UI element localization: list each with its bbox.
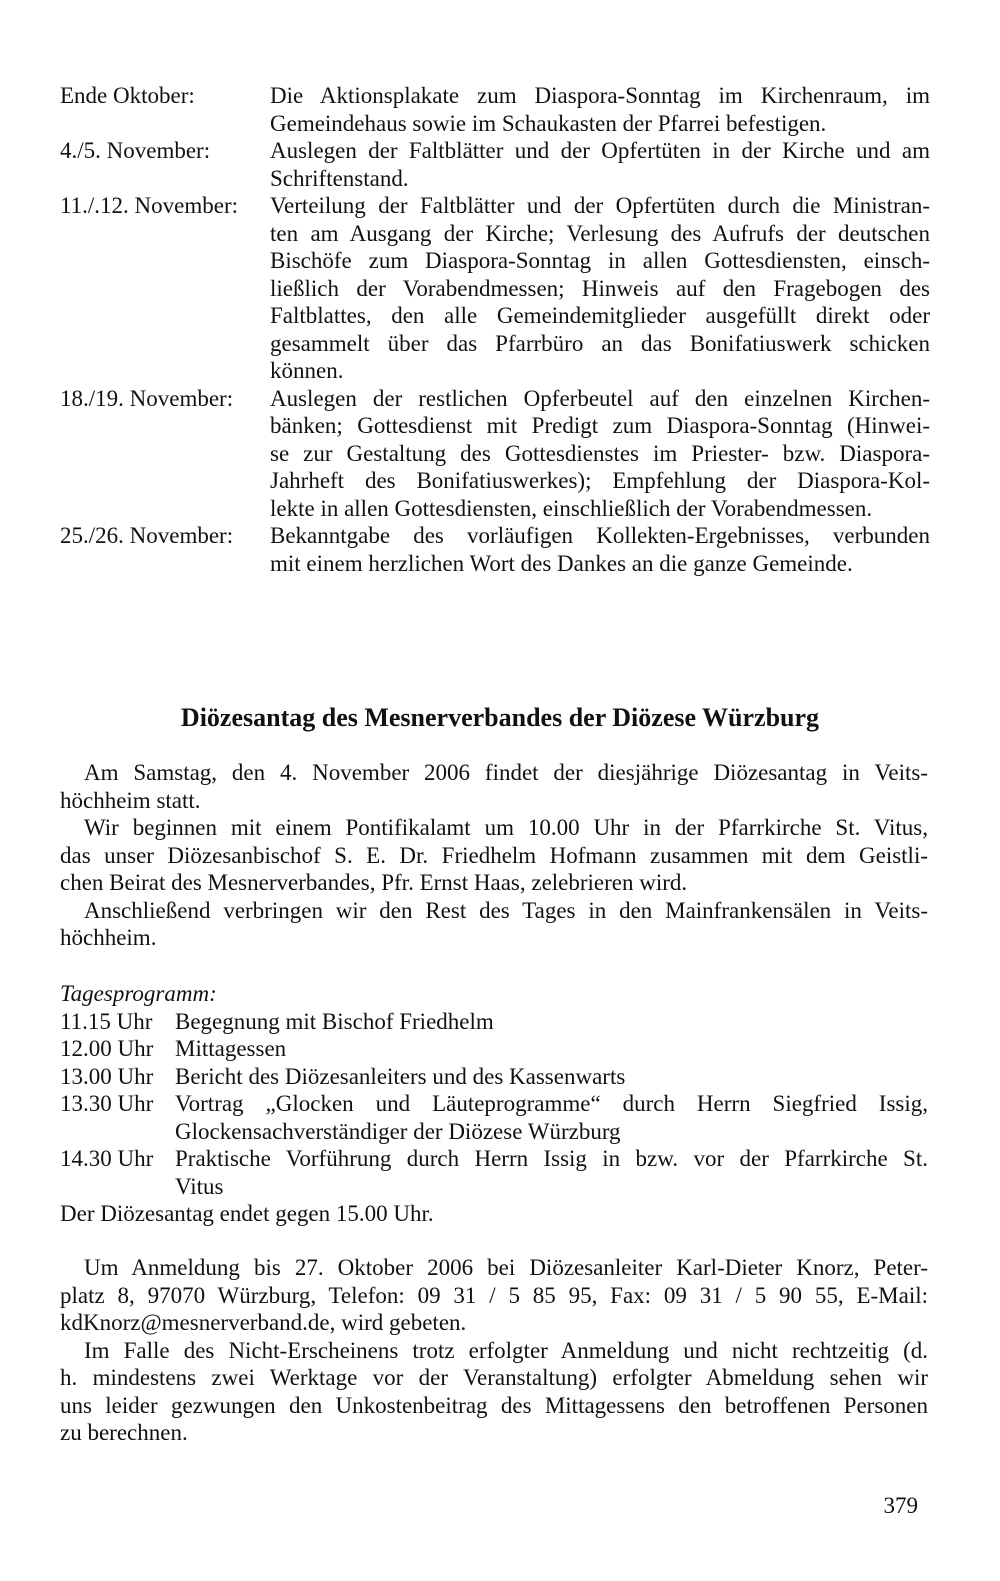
schedule-row [60,385,940,523]
intro-text [60,759,928,952]
text-line: Am Samstag, den 4. November 2006 findet der diesjährige Diözesantag in Veits- [84,760,928,785]
text-line: kdKnorz@mesnerverband.de, wird gebeten. [60,1310,467,1335]
program-text [175,1008,928,1036]
schedule-text [270,192,930,385]
text-line: chen Beirat des Mesnerverbandes, Pfr. Ernst Haas, zelebrieren wird. [60,870,688,895]
schedule-date: 4./5. November: [60,138,211,163]
text-line: Auslegen der restlichen Opferbeutel auf den einzelnen Kirchen- [270,385,930,411]
paragraph [60,897,928,952]
text-line: Im Falle des Nicht-Erscheinens trotz erfolgter Anmeldung und nicht rechtzeitig (d. [84,1337,928,1363]
text-line: h. mindestens zwei Werktage vor der Veranstaltung) erfolgter Abmeldung sehen wir [60,1365,928,1390]
program-time: 14.30 Uhr [60,1146,154,1171]
text-line: gesammelt über das Pfarrbüro an das Bonifatiuswerk schicken [270,330,930,356]
text-line: Anschließend verbringen wir den Rest des Tages in den Mainfrankensälen in Veits- [84,897,928,923]
page-number: 379 [883,1493,918,1518]
text-line: höchheim. [60,925,157,950]
text-line: Begegnung mit Bischof Friedhelm [175,1008,494,1034]
program-text [175,1145,928,1200]
text-line: bänken; Gottesdienst mit Predigt zum Diaspora-Sonntag (Hinwei- [270,413,930,438]
schedule-row [60,522,940,577]
schedule-text [270,82,930,137]
program-heading: Tagesprogramm: [60,981,217,1006]
program-time: 13.00 Uhr [60,1063,154,1089]
text-line: uns leider gezwungen den Unkostenbeitrag des Mittagessens den betroffenen Personen [60,1392,928,1418]
text-line: Vitus [175,1173,224,1199]
text-line: Schriftenstand. [270,165,409,191]
program-end: Der Diözesantag endet gegen 15.00 Uhr. [60,1201,434,1226]
text-line: ließlich der Vorabendmessen; Hinweis auf den Fragebogen des [270,275,930,301]
text-line: Gemeindehaus sowie im Schaukasten der Pfarrei befestigen. [270,110,827,136]
program-time: 13.30 Uhr [60,1091,154,1116]
schedule-row [60,192,940,385]
text-line: Bekanntgabe des vorläufigen Kollekten-Ergebnisses, verbunden [270,523,930,548]
schedule-text [270,522,930,577]
schedule [60,82,940,577]
program-item [60,1035,928,1063]
program-time: 12.00 Uhr [60,1036,154,1061]
text-line: Die Aktionsplakate zum Diaspora-Sonntag im Kirchenraum, im [270,83,930,108]
text-line: zu berechnen. [60,1420,188,1445]
program-text [175,1090,928,1145]
text-line: lekte in allen Gottesdiensten, einschließlich der Vorabendmessen. [270,495,873,521]
text-line: Praktische Vorführung durch Herrn Issig in bzw. vor der Pfarrkirche St. [175,1146,928,1171]
text-line: Wir beginnen mit einem Pontifikalamt um 10.00 Uhr in der Pfarrkirche St. Vitus, [84,815,928,840]
schedule-row [60,82,940,137]
schedule-date: 18./19. November: [60,385,234,411]
text-line: Bericht des Diözesanleiters und des Kassenwarts [175,1063,626,1089]
text-line: ten am Ausgang der Kirche; Verlesung des Aufrufs der deutschen [270,220,930,246]
paragraph [60,759,928,814]
program-item [60,1090,928,1145]
text-line: Auslegen der Faltblätter und der Opfertüten in der Kirche und am [270,138,930,163]
paragraph [60,814,928,897]
text-line: Faltblattes, den alle Gemeindemitglieder ausgefüllt direkt oder [270,303,930,328]
schedule-text [270,137,930,192]
program-item [60,1063,928,1091]
section-heading: Diözesantag des Mesnerverbandes der Diözese Würzburg [180,703,820,732]
text-line: das unser Diözesanbischof S. E. Dr. Friedhelm Hofmann zusammen mit dem Geistli- [60,842,928,868]
text-line: Vortrag „Glocken und Läuteprogramme“ durch Herrn Siegfried Issig, [175,1091,928,1116]
program-item [60,1145,928,1200]
program-text [175,1063,928,1091]
text-line: platz 8, 97070 Würzburg, Telefon: 09 31 / 5 85 95, Fax: 09 31 / 5 90 55, E-Mail: [60,1282,928,1308]
program-item [60,1008,928,1036]
schedule-text [270,385,930,523]
text-line: Glockensachverständiger der Diözese Würzburg [175,1118,621,1144]
schedule-date: Ende Oktober: [60,83,195,108]
paragraph [60,1337,928,1447]
program-time: 11.15 Uhr [60,1008,153,1034]
day-program [60,980,928,1228]
text-line: höchheim statt. [60,787,201,813]
text-line: Mittagessen [175,1036,287,1061]
text-line: Jahrheft des Bonifatiuswerkes); Empfehlung der Diaspora-Kol- [270,468,930,493]
text-line: Verteilung der Faltblätter und der Opfertüten durch die Ministran- [270,193,930,218]
text-line: mit einem herzlichen Wort des Dankes an die ganze Gemeinde. [270,550,853,576]
registration-text [60,1254,928,1447]
text-line: Um Anmeldung bis 27. Oktober 2006 bei Diözesanleiter Karl-Dieter Knorz, Peter- [84,1255,928,1280]
text-line: Bischöfe zum Diaspora-Sonntag in allen Gottesdiensten, einsch- [270,248,930,273]
text-line: se zur Gestaltung des Gottesdienstes im Priester- bzw. Diaspora- [270,440,930,466]
program-text [175,1035,928,1063]
schedule-date: 11./.12. November: [60,193,239,218]
schedule-date: 25./26. November: [60,523,234,548]
schedule-row [60,137,940,192]
paragraph [60,1254,928,1337]
text-line: können. [270,358,344,383]
